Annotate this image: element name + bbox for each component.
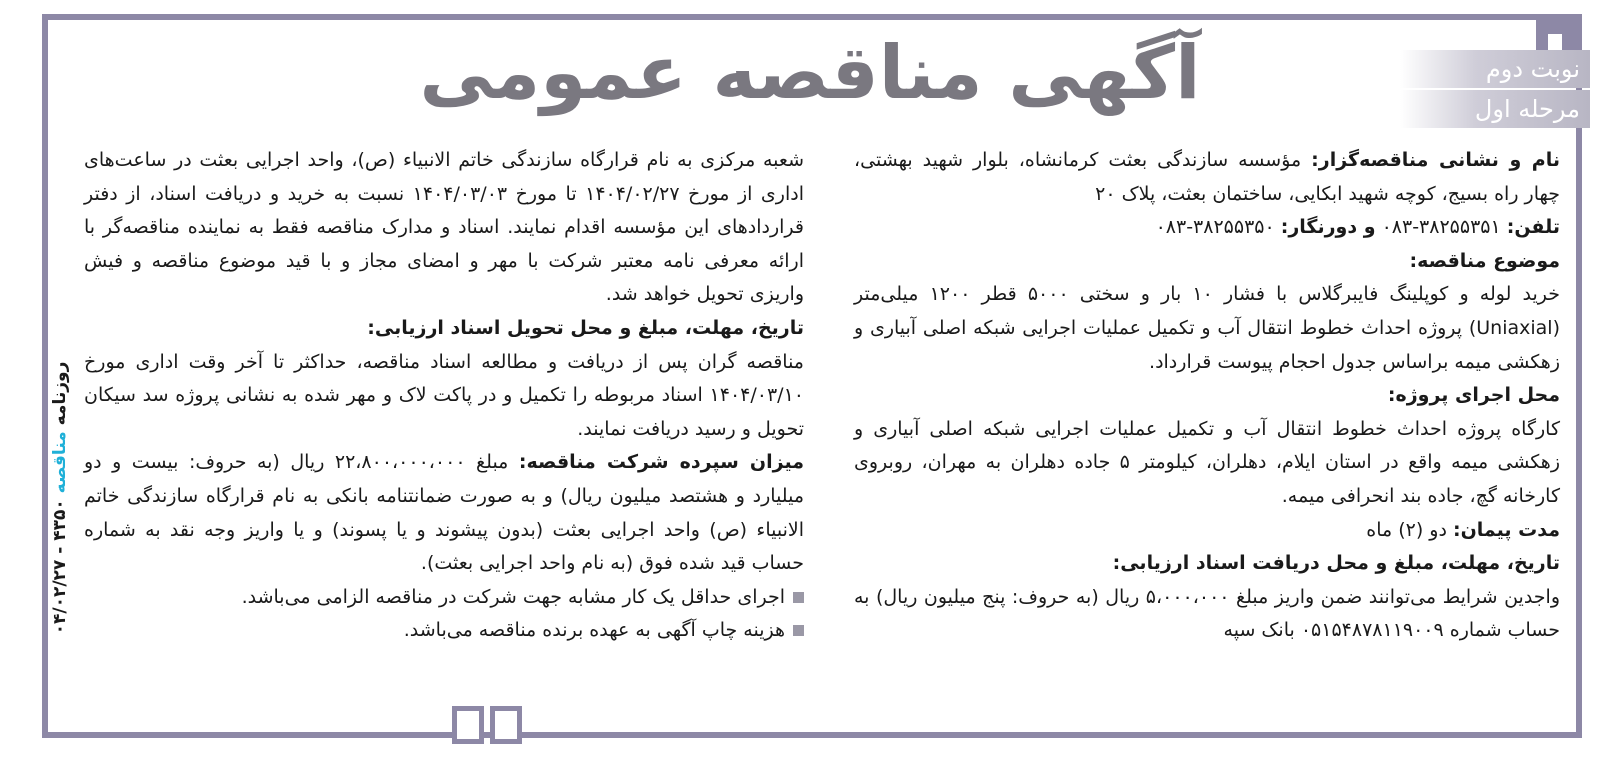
organizer-text: مؤسسه سازندگی بعثت کرمانشاه، بلوار شهید بهشتی، چهار راه بسیج، کوچه شهید ابکایی، ساختمان بعثت، پلاک ۲۰ bbox=[854, 149, 1560, 205]
delivery-text: مناقصه گران پس از دریافت و مطالعه اسناد مناقصه، حداکثر تا آخر وقت اداری مورخ ۱۴۰۴/۰۳/۱۰ اسناد مربوطه را تکمیل و در پاکت لاک و مهر شده به نشانی پروژه سد سیکان تحویل و رسید دریافت نمایند. bbox=[84, 350, 804, 440]
round-badge: نوبت دوم bbox=[1400, 50, 1590, 88]
location-text: کارگاه پروژه احداث خطوط انتقال آب و تکمیل عملیات اجرایی شبکه اصلی آبیاری و زهکشی میمه واقع در استان ایلام، دهلران، کیلومتر ۵ جاده دهلران به مهران، روبروی کارخانه گچ، جاده بند انحرافی میمه. bbox=[854, 417, 1560, 507]
footer-decoration bbox=[452, 706, 522, 744]
fax-label: و دورنگار: bbox=[1280, 216, 1376, 239]
contact-paragraph bbox=[854, 211, 1560, 245]
page-title: آگهی مناقصه عمومی bbox=[419, 30, 1201, 116]
newspaper-brand: مناقصه bbox=[50, 431, 70, 494]
delivery-label: تاریخ، مهلت، مبلغ و محل تحویل اسناد ارزیابی: bbox=[367, 316, 804, 339]
square-bullet-icon bbox=[793, 592, 804, 603]
issue-code: ۴۳۵۰ - ۰۴/۰۲/۲۷ bbox=[50, 499, 70, 635]
continuation-text: شعبه مرکزی به نام قرارگاه سازندگی خاتم الانبیاء (ص)، واحد اجرایی بعثت در ساعت‌های اداری از مورخ ۱۴۰۴/۰۲/۲۷ تا مورخ ۱۴۰۴/۰۳/۰۳ نسبت به خرید و دریافت اسناد، از دفتر قراردادهای این مؤسسه اقدام نمایند. اسناد و مدارک مناقصه فقط به نماینده مناقصه‌گر با ارائه معرفی نامه معتبر شرکت با مهر و امضای مجاز و با قید موضوع مناقصه و فیش واریزی تحویل خواهد شد. bbox=[84, 149, 804, 306]
subject-text: خرید لوله و کوپلینگ فایبرگلاس با فشار ۱۰ بار و سختی ۵۰۰۰ قطر ۱۲۰۰ میلی‌متر (Uniaxial) پروژه احداث خطوط انتقال آب و تکمیل عملیات اجرایی شبکه اصلی آبیاری و زهکشی میمه براساس جدول احجام پیوست قرارداد. bbox=[854, 283, 1560, 373]
deposit-label: میزان سپرده شرکت مناقصه: bbox=[518, 451, 804, 474]
docs-text: واجدین شرایط می‌توانند ضمن واریز مبلغ ۵،۰۰۰،۰۰۰ ریال (به حروف: پنج میلیون ریال) به حساب شماره ۰۵۱۵۴۸۷۸۱۱۹۰۰۹ بانک سپه bbox=[854, 585, 1561, 642]
subject-label: موضوع مناقصه: bbox=[1409, 249, 1560, 272]
footer-box bbox=[490, 706, 522, 744]
duration-label: مدت پیمان: bbox=[1452, 518, 1560, 541]
left-column bbox=[84, 144, 804, 648]
phone-value: ۳۸۲۵۵۳۵۱-۰۸۳ bbox=[1381, 216, 1501, 239]
phone-label: تلفن: bbox=[1506, 216, 1560, 239]
organizer-paragraph bbox=[854, 144, 1560, 211]
deposit-paragraph bbox=[84, 446, 804, 580]
deposit-text: مبلغ ۲۲،۸۰۰،۰۰۰،۰۰۰ ریال (به حروف: بیست و دو میلیارد و هشتصد میلیون ریال) و به صورت ضمانتنامه بانکی به نام قرارگاه سازندگی خاتم الانبیاء (ص) واحد اجرایی بعثت (بدون پیشوند و یا پسوند) و یا واریز وجه نقد به شماره حساب قید شده فوق (به نام واحد اجرایی بعثت). bbox=[84, 451, 804, 575]
fax-value: ۳۸۲۵۵۳۵۰-۰۸۳ bbox=[1155, 216, 1275, 239]
square-bullet-icon bbox=[793, 625, 804, 636]
footer-box bbox=[452, 706, 484, 744]
bullet-text: اجرای حداقل یک کار مشابه جهت شرکت در مناقصه الزامی می‌باشد. bbox=[241, 585, 785, 608]
docs-label: تاریخ، مهلت، مبلغ و محل دریافت اسناد ارزیابی: bbox=[1112, 552, 1560, 575]
duration-value: دو (۲) ماه bbox=[1366, 518, 1447, 541]
bullet-item bbox=[84, 581, 804, 615]
location-label: محل اجرای پروژه: bbox=[1387, 384, 1560, 407]
newspaper-prefix: روزنامه bbox=[50, 361, 70, 426]
newspaper-side-label bbox=[44, 350, 72, 650]
bullet-item bbox=[84, 614, 804, 648]
side-label-text bbox=[50, 348, 70, 648]
bullet-text: هزینه چاپ آگهی به عهده برنده مناقصه می‌باشد. bbox=[403, 619, 785, 642]
organizer-label: نام و نشانی مناقصه‌گزار: bbox=[1311, 149, 1560, 171]
right-column bbox=[854, 144, 1560, 648]
stage-badge: مرحله اول bbox=[1400, 90, 1590, 128]
duration-paragraph bbox=[854, 514, 1560, 548]
